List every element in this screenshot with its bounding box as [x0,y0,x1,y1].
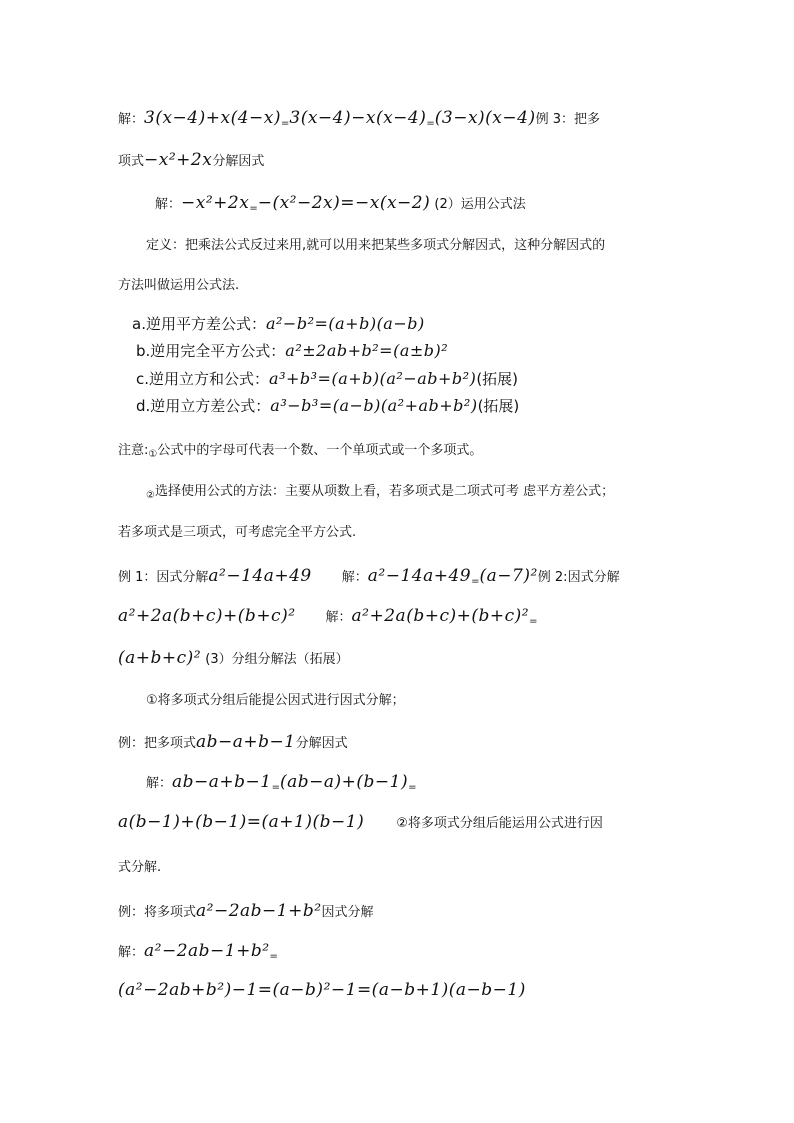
math-expr: 3(x−4)−x(x−4) [289,108,427,128]
note-label: 注意: [118,443,149,458]
text: 项式 [118,154,145,169]
equals-sign: = [249,203,258,214]
formula-tail: (拓展) [477,397,520,415]
note-text: 公式中的字母可代表一个数、一个单项式或一个多项式。 [157,443,483,458]
formula-expr: a²−b²=(a+b)(a−b) [265,314,425,333]
text: 分解因式 [295,736,348,751]
math-expr: −x²+2x [181,193,250,213]
note-line-2 [146,482,614,506]
solution-label: 解： [155,197,182,212]
note-text: 选择使用公式的方法：主要从项数上看，若多项式是二项式可考 虑平方差公式； [154,484,615,499]
example-3-line [118,732,348,754]
example-label: 例 1：因式分解 [118,570,209,585]
circled-number: ② [146,490,155,501]
equals-sign: = [269,951,278,962]
solution-line-1 [118,108,600,134]
example-4-solution [118,941,278,967]
section-heading: (2）运用公式法 [434,197,526,212]
example-label: 例：将多项式 [118,905,197,920]
formula-label: a.逆用平方差公式： [132,315,266,333]
solution-label: 解： [118,112,145,127]
solution-label: 解： [118,945,145,960]
math-expr: a²+2a(b+c)+(b+c)² [351,606,530,626]
math-expr: ab−a+b−1 [196,732,296,752]
equals-sign: = [408,782,417,793]
example-label: 例 2:因式分解 [537,570,620,585]
example-3-solution [146,772,417,798]
equals-sign: = [426,118,435,129]
formula-b [136,341,448,363]
example-line-2 [118,150,264,172]
example-4-result [118,980,526,1002]
solution-label: 解： [146,776,173,791]
text: 分解因式 [212,154,265,169]
equals-sign: = [271,782,280,793]
grouping-point-2-cont [118,858,161,878]
note-line-1 [118,441,482,465]
math-expr: (a+b+c)² [118,648,202,668]
solution-label: 解： [325,610,352,625]
example-3-result [118,812,603,834]
example-2-result [118,648,349,670]
grouping-point-1 [146,691,405,711]
math-expr: (3−x)(x−4) [434,108,536,128]
example-label: 例：把多项式 [118,736,197,751]
math-expr: ab−a+b−1 [172,772,272,792]
math-expr: (ab−a)+(b−1) [280,772,409,792]
definition-line-1 [146,236,605,256]
solution-line-3 [155,193,526,219]
note-text: 若多项式是三项式，可考虑完全平方公式. [118,525,357,540]
note-line-3 [118,523,356,543]
formula-a [132,314,425,336]
definition-text: 定义：把乘法公式反过来用,就可以用来把某些多项式分解因式，这种分解因式的 [146,238,606,253]
formula-c [136,369,518,391]
grouping-text: ①将多项式分组后能提公因式进行因式分解； [146,693,405,708]
formula-expr: a³−b³=(a−b)(a²+ab+b²) [270,396,478,415]
math-expr: 3(x−4)+x(4−x) [144,108,281,128]
formula-tail: (拓展) [476,370,519,388]
formula-label: b.逆用完全平方公式： [136,342,286,360]
equals-sign: = [529,616,538,627]
math-expr: −(x²−2x)=−x(x−2) [257,193,431,213]
formula-label: d.逆用立方差公式： [136,397,271,415]
solution-label: 解： [341,570,368,585]
math-expr: a²−2ab−1+b² [144,941,270,961]
circled-number: ① [148,449,158,460]
section-heading: (3）分组分解法（拓展） [205,652,349,667]
math-expr: a²−2ab−1+b² [196,901,322,921]
grouping-text: 式分解. [118,860,162,875]
math-expr: a(b−1)+(b−1)=(a+1)(b−1) [118,812,365,832]
example-4-line [118,901,374,923]
equals-sign: = [471,576,480,587]
equals-sign: = [281,118,290,129]
definition-line-2 [118,276,239,296]
grouping-text: ②将多项式分组后能运用公式进行因 [396,816,603,831]
math-expr: (a−7)² [479,566,538,586]
math-expr: a²−14a+49 [367,566,472,586]
definition-text: 方法叫做运用公式法. [118,278,240,293]
math-expr: (a²−2ab+b²)−1=(a−b)²−1=(a−b+1)(a−b−1) [118,980,526,1000]
example-label: 例 3：把多 [535,112,600,127]
math-expr: a²+2a(b+c)+(b+c)² [118,606,296,626]
example-1-line [118,566,620,592]
math-expr: a²−14a+49 [208,566,312,586]
example-2-line [118,606,537,632]
formula-label: c.逆用立方和公式： [136,370,270,388]
math-expr: −x²+2x [144,150,213,170]
formula-expr: a³+b³=(a+b)(a²−ab+b²) [269,369,477,388]
formula-d [136,396,519,418]
formula-expr: a²±2ab+b²=(a±b)² [285,341,449,360]
text: 因式分解 [321,905,374,920]
